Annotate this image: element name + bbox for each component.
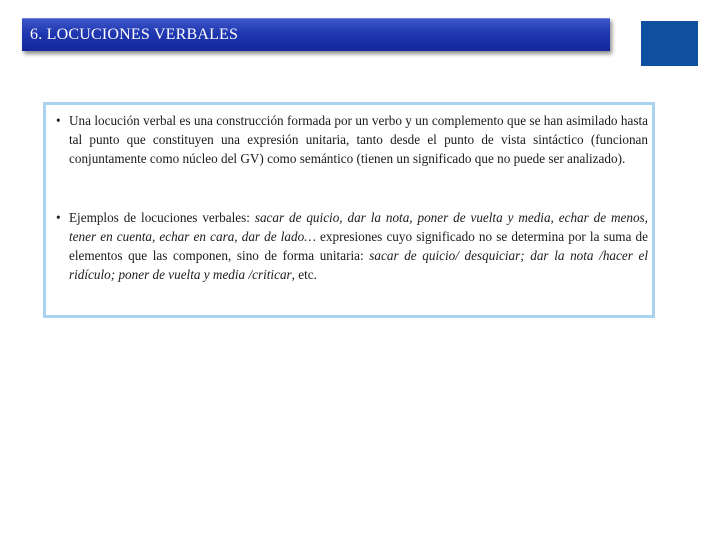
examples-list: sacar de quicio, dar la nota, poner de vuelta y media, echar de menos, tener en cuenta, echar en cara, dar de lado… [69,210,648,244]
examples-pairs: sacar de quicio/ desquiciar; dar la nota /hacer el ridículo; poner de vuelta y media /criticar [69,248,648,282]
slide-title: 6. LOCUCIONES VERBALES [30,26,239,43]
bullet-icon: • [56,210,61,225]
content-box [43,102,655,318]
bullet-text-examples [56,208,648,284]
slide-title-bar [22,18,610,51]
examples-explanation: expresiones cuyo significado no se determina por la suma de elementos que las componen, sino de forma unitaria: [69,229,648,263]
bullet-text-definition: Una locución verbal es una construcción formada por un verbo y un complemento que se han asimilado hasta tal punto que constituyen una expresión unitaria, tanto desde el punto de vista sintáctico (funcionan conjuntamente como núcleo del GV) como semántico (tienen un significado que no puede ser analizado). [69,113,648,166]
examples-intro: Ejemplos de locuciones verbales: [69,210,255,225]
examples-end: , etc. [291,267,317,282]
bullet-icon: • [56,113,61,128]
bullet-item-definition [56,111,648,168]
decorative-corner-square [641,21,698,66]
bullet-item-examples [56,208,648,284]
